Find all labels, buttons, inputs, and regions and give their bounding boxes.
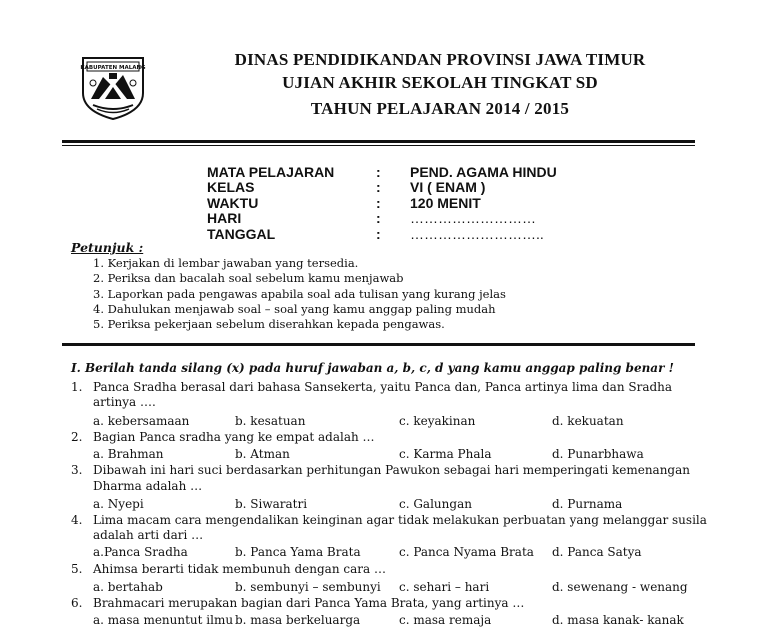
option-a: a.Panca Sradha — [93, 545, 188, 559]
info-label-time: WAKTU — [207, 195, 259, 211]
question-text: Lima macam cara mengendalikan keinginan agar tidak melakukan perbuatan yang melanggar susila — [93, 513, 707, 527]
option-b: b. masa berkeluarga — [235, 613, 361, 627]
info-sep: : — [376, 226, 381, 242]
header-line-1: DINAS PENDIDIKANDAN PROVINSI JAWA TIMUR — [234, 50, 646, 69]
instruction-item: 4. Dahulukan menjawab soal – soal yang kamu anggap paling mudah — [93, 302, 496, 316]
info-label-class: KELAS — [207, 179, 255, 195]
question-number: 4. — [71, 513, 83, 527]
option-c: c. Panca Nyama Brata — [399, 545, 534, 559]
info-sep: : — [376, 164, 381, 180]
option-d: d. Purnama — [552, 497, 623, 511]
info-sep: : — [376, 210, 381, 226]
question-number: 2. — [71, 430, 83, 444]
instruction-item: 1. Kerjakan di lembar jawaban yang tersedia. — [93, 256, 359, 270]
header-line-3: TAHUN PELAJARAN 2014 / 2015 — [310, 99, 570, 118]
question-text: adalah arti dari … — [93, 528, 204, 542]
question-text: Dharma adalah … — [93, 479, 203, 493]
option-a: a. bertahab — [93, 580, 163, 594]
instruction-item: 3. Laporkan pada pengawas apabila soal ada tulisan yang kurang jelas — [93, 287, 506, 301]
option-d: d. masa kanak- kanak — [552, 613, 684, 627]
header-divider-thick — [62, 140, 695, 143]
option-b: b. Siwaratri — [235, 497, 308, 511]
option-d: d. Panca Satya — [552, 545, 642, 559]
info-value-date: ……………………….. — [410, 226, 544, 242]
question-text: Dibawah ini hari suci berdasarkan perhitungan Pawukon sebagai hari memperingati kemenangan — [93, 463, 690, 477]
question-text: Brahmacari merupakan bagian dari Panca Yama Brata, yang artinya … — [93, 596, 525, 610]
info-sep: : — [376, 179, 381, 195]
instruction-item: 2. Periksa dan bacalah soal sebelum kamu menjawab — [93, 271, 404, 285]
question-number: 1. — [71, 380, 83, 394]
question-number: 5. — [71, 562, 83, 576]
header-line-2: UJIAN AKHIR SEKOLAH TINGKAT SD — [282, 73, 598, 92]
option-d: d. kekuatan — [552, 414, 624, 428]
option-b: b. kesatuan — [235, 414, 306, 428]
option-c: c. Galungan — [399, 497, 472, 511]
info-value-class: VI ( ENAM ) — [410, 179, 486, 195]
info-label-subject: MATA PELAJARAN — [207, 164, 335, 180]
info-value-day: ……………………… — [410, 210, 536, 226]
instruction-item: 5. Periksa pekerjaan sebelum diserahkan kepada pengawas. — [93, 317, 445, 331]
option-b: b. sembunyi – sembunyi — [235, 580, 381, 594]
kabupaten-malang-logo — [79, 55, 147, 121]
option-b: b. Atman — [235, 447, 290, 461]
option-c: c. Karma Phala — [399, 447, 492, 461]
info-label-day: HARI — [207, 210, 242, 226]
info-value-subject: PEND. AGAMA HINDU — [410, 164, 557, 180]
option-d: d. Punarbhawa — [552, 447, 644, 461]
option-d: d. sewenang - wenang — [552, 580, 688, 594]
section-divider — [62, 343, 695, 346]
question-number: 6. — [71, 596, 83, 610]
question-text: Panca Sradha berasal dari bahasa Sansekerta, yaitu Panca dan, Panca artinya lima dan Sradha — [93, 380, 673, 394]
option-a: a. masa menuntut ilmu — [93, 613, 234, 627]
question-number: 3. — [71, 463, 83, 477]
instructions-title: Petunjuk : — [71, 240, 144, 255]
question-text: artinya …. — [93, 395, 156, 409]
question-text: Bagian Panca sradha yang ke empat adalah … — [93, 430, 375, 444]
info-label-date: TANGGAL — [207, 226, 276, 242]
header-divider-thin — [62, 145, 695, 146]
option-a: a. kebersamaan — [93, 414, 190, 428]
option-c: c. masa remaja — [399, 613, 492, 627]
option-c: c. sehari – hari — [399, 580, 490, 594]
question-text: Ahimsa berarti tidak membunuh dengan cara … — [93, 562, 386, 576]
info-value-time: 120 MENIT — [410, 195, 481, 211]
option-b: b. Panca Yama Brata — [235, 545, 361, 559]
option-a: a. Nyepi — [93, 497, 144, 511]
option-a: a. Brahman — [93, 447, 164, 461]
info-sep: : — [376, 195, 381, 211]
option-c: c. keyakinan — [399, 414, 476, 428]
logo-text: KABUPATEN MALANG — [80, 65, 146, 71]
section-title: I. Berilah tanda silang (x) pada huruf jawaban a, b, c, d yang kamu anggap paling benar ! — [71, 361, 674, 375]
